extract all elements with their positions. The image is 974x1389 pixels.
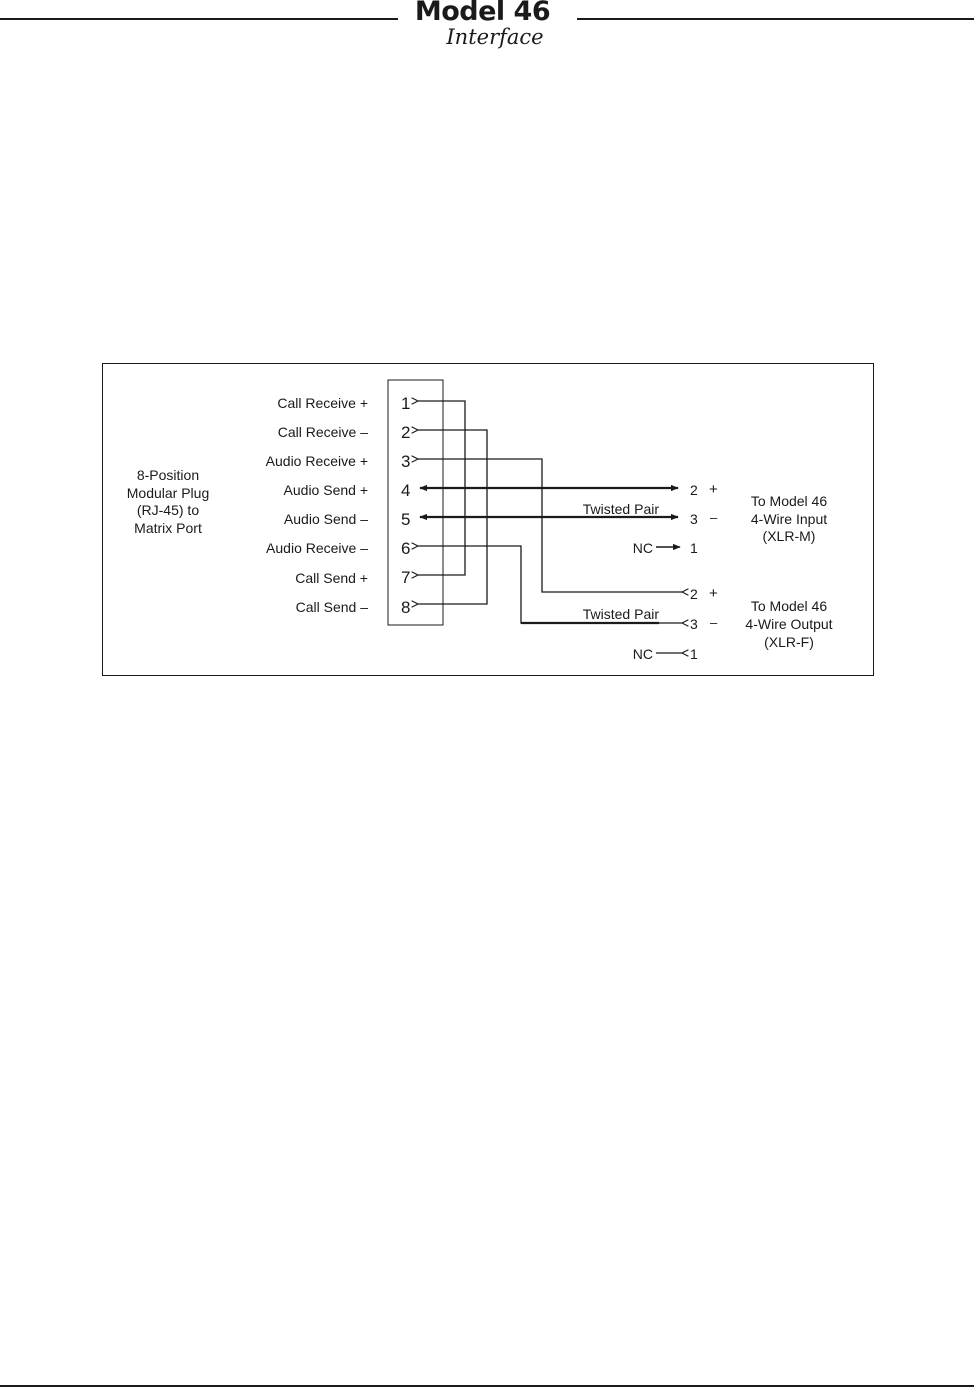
pin-3-number: 3 xyxy=(401,452,411,471)
footer-rule xyxy=(0,1385,974,1387)
header-rule-right xyxy=(577,18,974,20)
pin-6-label: Audio Receive – xyxy=(266,540,368,556)
rj45-label-line-2: Modular Plug xyxy=(126,485,210,501)
input-pin-3-polarity: – xyxy=(710,510,718,525)
input-pin-2-polarity: + xyxy=(709,481,718,498)
pin-4-number: 4 xyxy=(401,481,411,500)
input-connector-label-line-2: 4-Wire Input xyxy=(750,511,828,527)
pin-1-number: 1 xyxy=(401,394,411,413)
output-connector-label-line-2: 4-Wire Output xyxy=(745,616,833,632)
page-title: Model 46 xyxy=(414,0,551,27)
pin-8-number: 8 xyxy=(401,598,411,617)
rj45-connector-block xyxy=(388,380,443,625)
input-connector-label-line-3: (XLR-M) xyxy=(762,528,816,544)
input-nc-label: NC xyxy=(632,540,653,556)
pin-3-label: Audio Receive + xyxy=(265,453,368,469)
output-pin-3-polarity: – xyxy=(710,615,718,630)
rj45-label-line-1: 8-Position xyxy=(136,467,200,483)
rj45-label-line-4: Matrix Port xyxy=(134,520,202,536)
wire-pin3-to-output-pin2 xyxy=(418,459,682,592)
pin-2-number: 2 xyxy=(401,423,411,442)
pin-4-label: Audio Send + xyxy=(283,482,368,498)
pin-5-number: 5 xyxy=(401,510,411,529)
pin-1-label: Call Receive + xyxy=(277,395,368,411)
input-pin-2-number: 2 xyxy=(690,482,698,498)
output-pin-2-polarity: + xyxy=(709,585,718,602)
input-twisted-pair-label: Twisted Pair xyxy=(582,501,659,517)
output-pin-2-number: 2 xyxy=(690,586,698,602)
pin-2-label: Call Receive – xyxy=(277,424,368,440)
input-connector-label-line-1: To Model 46 xyxy=(750,493,828,509)
output-connector-label-line-3: (XLR-F) xyxy=(764,634,814,650)
input-pin-3-number: 3 xyxy=(690,511,698,527)
input-pin-1-number: 1 xyxy=(690,540,698,556)
rj45-label-line-3: (RJ-45) to xyxy=(136,502,200,518)
pin-8-label: Call Send – xyxy=(295,599,368,615)
output-pin-1-number: 1 xyxy=(690,646,698,662)
pin-7-label: Call Send + xyxy=(295,570,368,586)
pin-7-number: 7 xyxy=(401,568,411,587)
header-rule-left xyxy=(0,18,398,20)
output-twisted-pair-label: Twisted Pair xyxy=(582,606,659,622)
pin-6-number: 6 xyxy=(401,539,411,558)
output-connector-label-line-1: To Model 46 xyxy=(750,598,828,614)
page-subtitle: Interface xyxy=(446,25,544,49)
wiring-diagram xyxy=(102,363,874,676)
pin-5-label: Audio Send – xyxy=(283,511,368,527)
output-pin-3-number: 3 xyxy=(690,616,698,632)
output-nc-label: NC xyxy=(632,646,653,662)
